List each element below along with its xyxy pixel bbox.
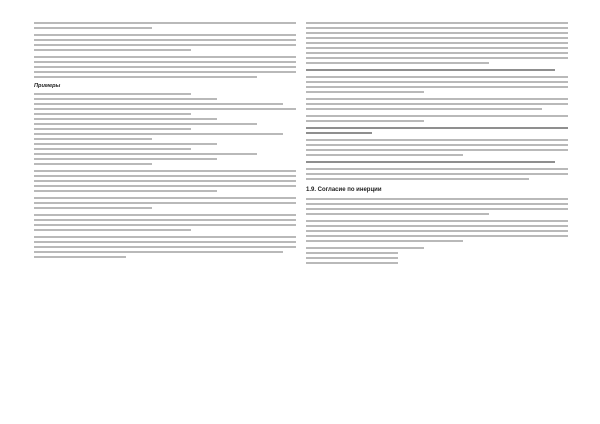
paragraph (306, 168, 568, 180)
paragraph (306, 198, 568, 215)
paragraph (34, 236, 296, 258)
example-list (306, 247, 568, 264)
example-list (34, 93, 296, 165)
paragraph (306, 115, 568, 122)
right-page (306, 22, 568, 402)
left-page (34, 22, 296, 402)
paragraph (34, 22, 296, 29)
bold-quote (306, 69, 568, 71)
paragraph (306, 98, 568, 110)
section-title: 1.9. Согласие по инерции (306, 187, 382, 193)
paragraph (34, 34, 296, 51)
section-heading: Примеры (34, 83, 61, 89)
bold-quote (306, 161, 568, 163)
bold-quote (306, 127, 568, 134)
paragraph (306, 22, 568, 64)
paragraph (306, 76, 568, 93)
paragraph (34, 214, 296, 231)
paragraph (34, 56, 296, 78)
paragraph (34, 170, 296, 192)
paragraph (306, 139, 568, 156)
paragraph (306, 220, 568, 242)
paragraph (34, 197, 296, 209)
